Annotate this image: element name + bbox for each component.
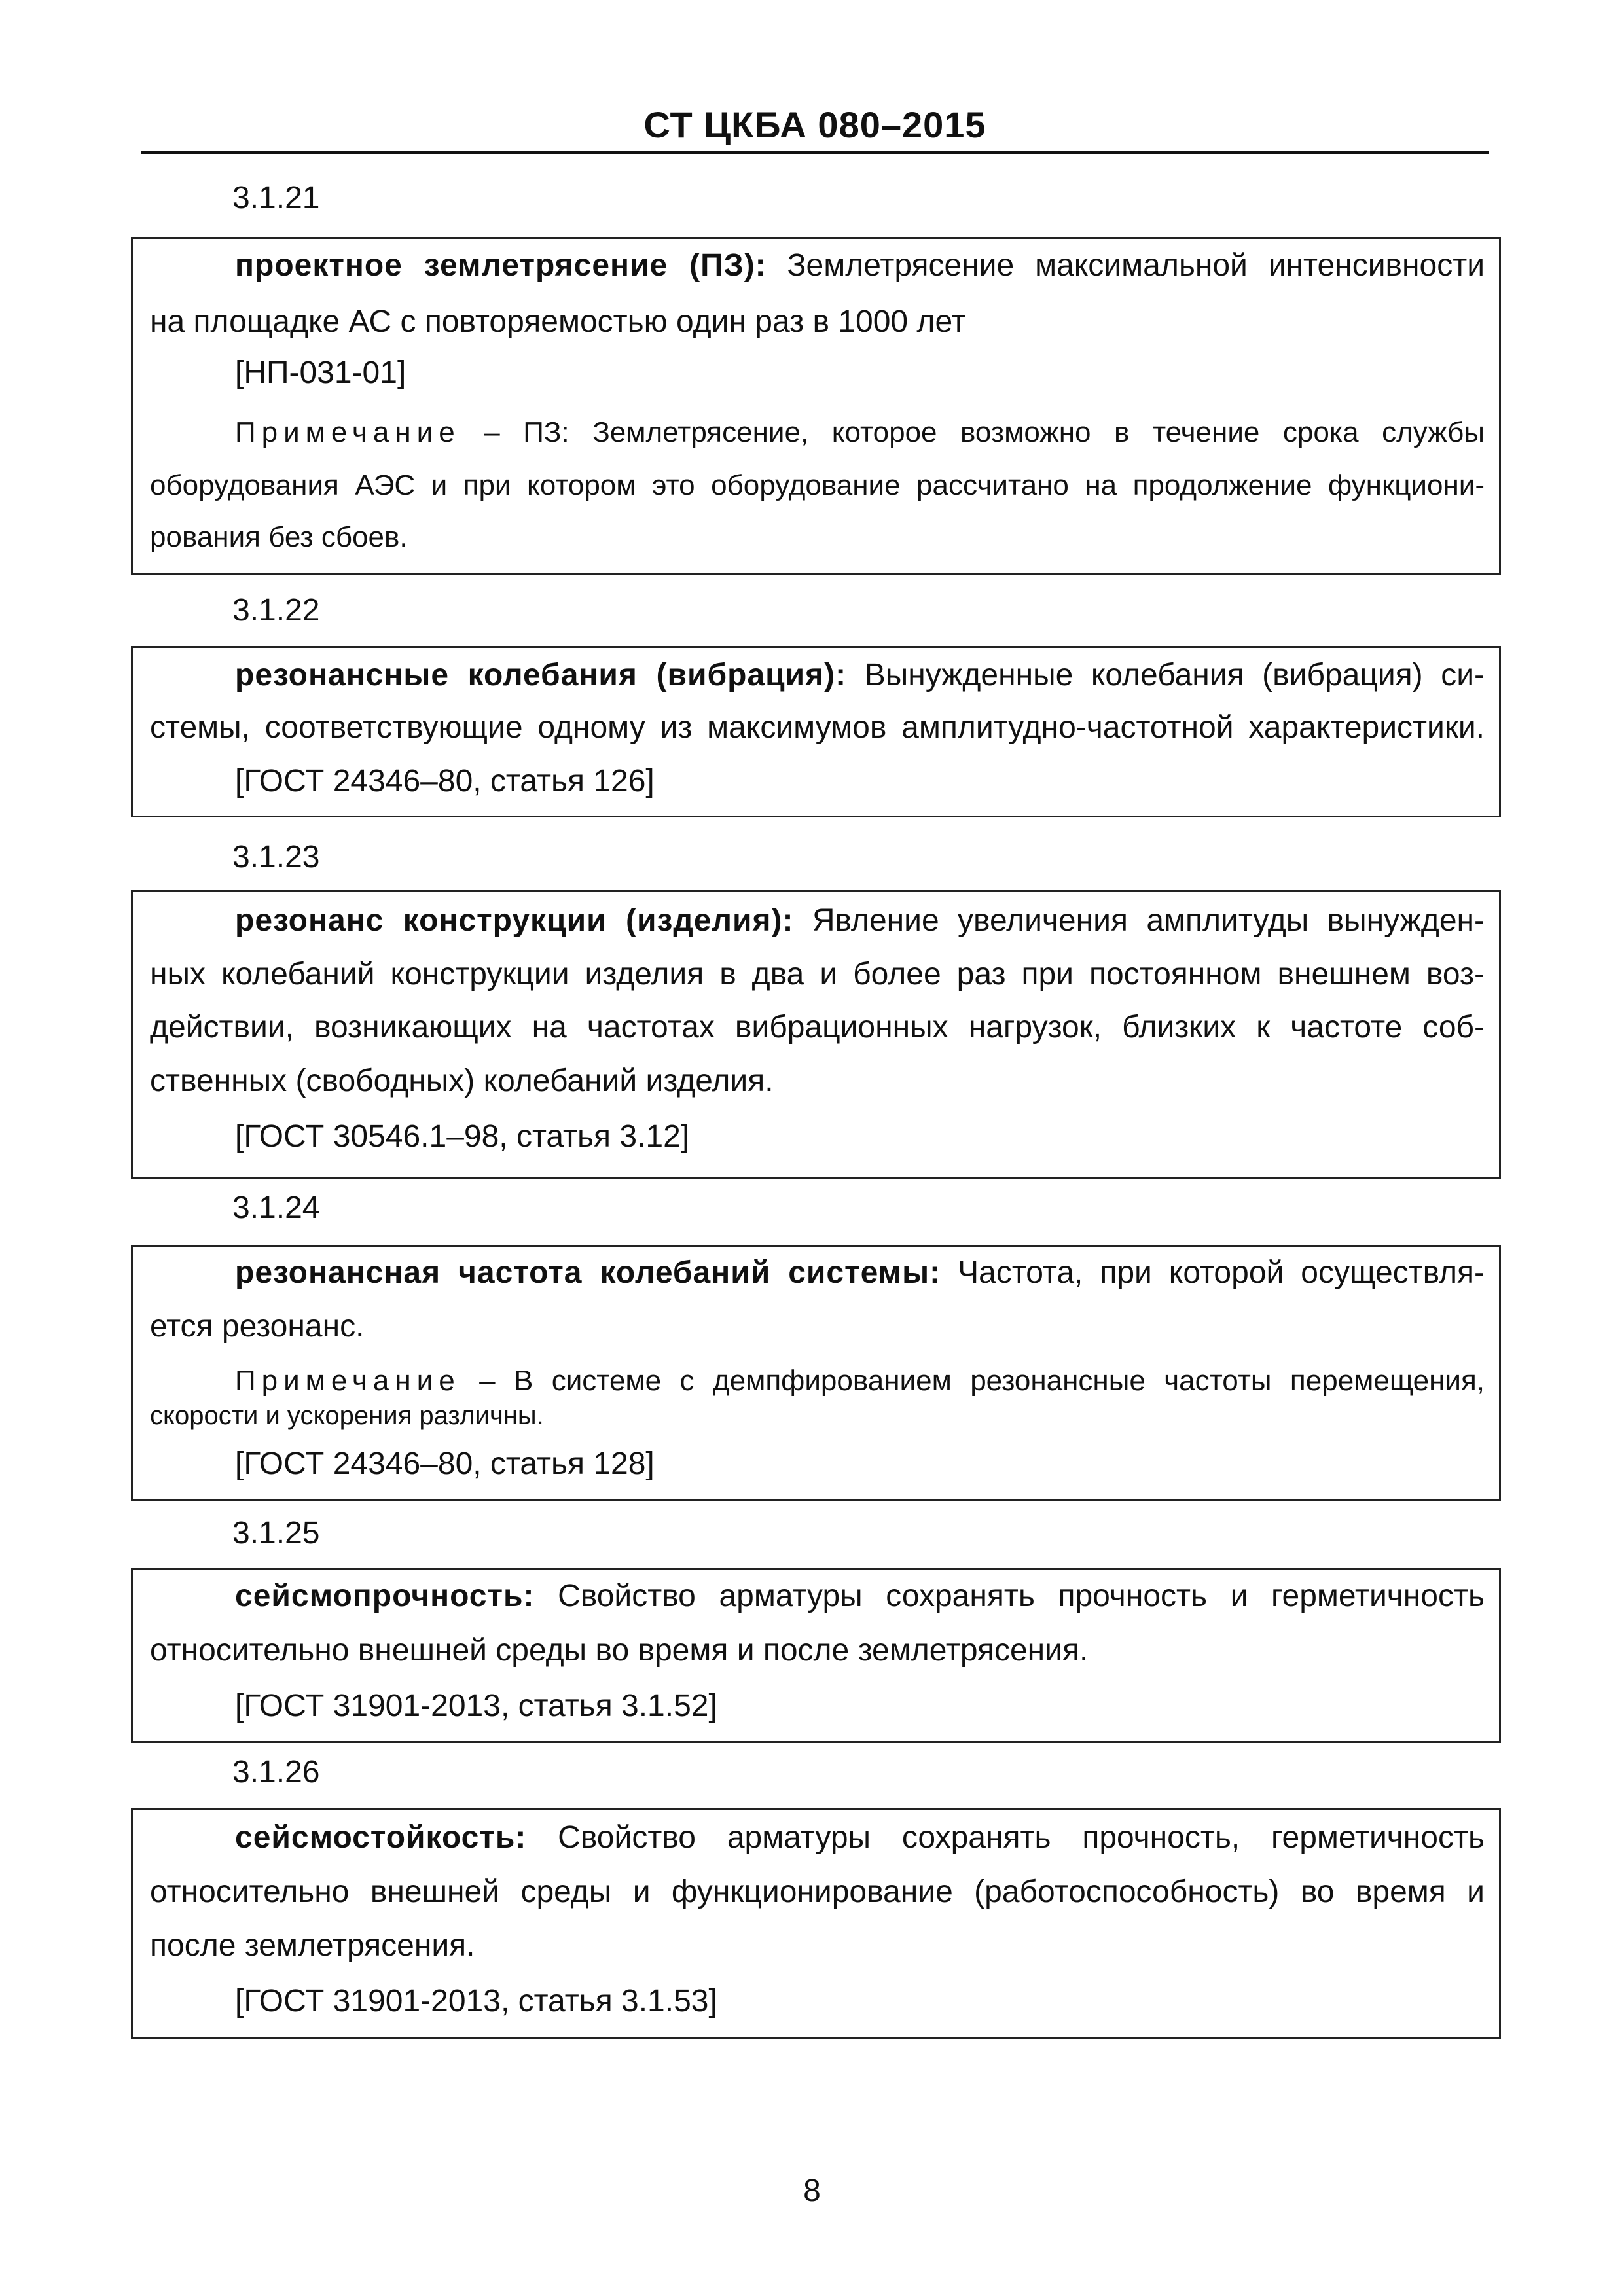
definition-line: ется резонанс. [150, 1309, 365, 1344]
note-line [235, 418, 1485, 447]
term-box-3-1-25 [131, 1568, 1501, 1743]
source-reference: [ГОСТ 24346–80, статья 128] [235, 1446, 655, 1481]
definition-line: действии, возникающих на частотах вибрационных нагрузок, близких к частоте соб- [150, 1010, 1485, 1045]
section-number-3-1-22: 3.1.22 [232, 593, 320, 628]
source-reference: [ГОСТ 31901-2013, статья 3.1.53] [235, 1984, 717, 2018]
definition-text: Свойство арматуры сохранять прочность, герметичность [526, 1820, 1485, 1855]
note-line: рования без сбоев. [150, 521, 408, 553]
page-header [141, 98, 1489, 154]
definition-text: Землетрясение максимальной интенсивности [766, 248, 1485, 283]
definition-text: Свойство арматуры сохранять прочность и герметичность [534, 1579, 1485, 1613]
source-reference: [ГОСТ 30546.1–98, статья 3.12] [235, 1119, 690, 1154]
definition-line [235, 1581, 1485, 1612]
definition-line: относительно внешней среды и функционирование (работоспособность) во время и [150, 1874, 1485, 1909]
term-title: сейсмостойкость: [235, 1820, 527, 1855]
document-code: СТ ЦКБА 080–2015 [643, 104, 986, 145]
definition-text: Частота, при которой осуществля- [941, 1255, 1485, 1290]
section-number-3-1-26: 3.1.26 [232, 1755, 320, 1789]
note-label: Примечание [235, 416, 461, 448]
term-box-3-1-24 [131, 1245, 1501, 1501]
term-box-3-1-22 [131, 646, 1501, 817]
source-reference: [ГОСТ 31901-2013, статья 3.1.52] [235, 1689, 717, 1723]
term-box-3-1-26 [131, 1808, 1501, 2039]
definition-line: относительно внешней среды во время и после землетрясения. [150, 1633, 1089, 1668]
note-line: скорости и ускорения различны. [150, 1401, 544, 1430]
definition-line [235, 1822, 1485, 1854]
term-title: резонансные колебания (вибрация): [235, 658, 847, 692]
note-label: Примечание [235, 1365, 461, 1397]
definition-line [235, 1257, 1485, 1289]
section-number-3-1-24: 3.1.24 [232, 1191, 320, 1225]
definition-line [235, 250, 1485, 281]
term-title: резонанс конструкции (изделия): [235, 903, 794, 938]
term-title: резонансная частота колебаний системы: [235, 1255, 941, 1290]
definition-text: Вынужденные колебания (вибрация) си- [846, 658, 1485, 692]
definition-line: на площадке АС с повторяемостью один раз в 1000 лет [150, 304, 966, 339]
note-text: – В системе с демпфированием резонансные частоты перемещения, [460, 1365, 1485, 1397]
definition-line [235, 905, 1485, 937]
term-box-3-1-21 [131, 237, 1501, 575]
section-number-3-1-23: 3.1.23 [232, 840, 320, 874]
term-title: проектное землетрясение (ПЗ): [235, 248, 767, 283]
definition-line [235, 660, 1485, 691]
term-title: сейсмопрочность: [235, 1579, 535, 1613]
definition-line: ных колебаний конструкции изделия в два и более раз при постоянном внешнем воз- [150, 957, 1485, 992]
definition-text: Явление увеличения амплитуды вынужден- [793, 903, 1485, 938]
section-number-3-1-25: 3.1.25 [232, 1516, 320, 1551]
source-reference: [НП-031-01] [235, 355, 406, 390]
page-number: 8 [803, 2174, 821, 2208]
section-number-3-1-21: 3.1.21 [232, 181, 320, 215]
definition-line: ственных (свободных) колебаний изделия. [150, 1064, 774, 1098]
note-line [235, 1367, 1485, 1395]
definition-line: после землетрясения. [150, 1928, 475, 1963]
definition-line: стемы, соответствующие одному из максимумов амплитудно-частотной характеристики. [150, 710, 1485, 745]
note-line: оборудования АЭС и при котором это оборудование рассчитано на продолжение функциони- [150, 469, 1485, 501]
source-reference: [ГОСТ 24346–80, статья 126] [235, 764, 655, 798]
term-box-3-1-23 [131, 890, 1501, 1179]
note-text: – ПЗ: Землетрясение, которое возможно в течение срока службы [460, 416, 1485, 448]
